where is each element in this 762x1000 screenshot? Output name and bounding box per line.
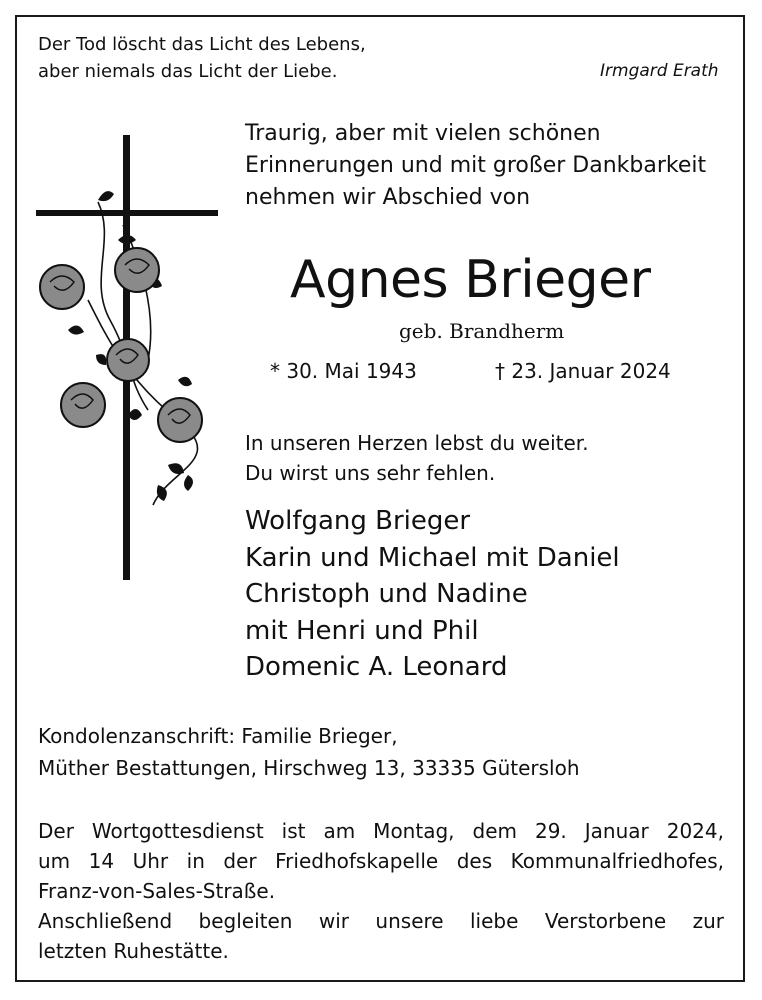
intro-line-1: Traurig, aber mit vielen schönen [245, 121, 601, 146]
service-line-4: Anschließend begleiten wir unsere liebe Verstorbene zur [38, 909, 724, 933]
condolence-line-2: Müther Bestattungen, Hirschweg 13, 33335 Gütersloh [38, 756, 580, 780]
death-date: † 23. Januar 2024 [495, 359, 671, 383]
family-member: Wolfgang Brieger [245, 506, 471, 536]
quote-line-1: Der Tod löscht das Licht des Lebens, [38, 34, 366, 55]
verse-text [245, 428, 589, 488]
deceased-name: Agnes Brieger [290, 250, 651, 310]
intro-line-2: Erinnerungen und mit großer Dankbarkeit [245, 153, 707, 178]
condolence-address [38, 720, 580, 784]
cross-with-roses-icon [28, 130, 228, 590]
family-member: mit Henri und Phil [245, 615, 479, 646]
intro-line-3: nehmen wir Abschied von [245, 185, 531, 210]
service-line-5: letzten Ruhestätte. [38, 939, 229, 963]
service-line-1: Der Wortgottesdienst ist am Montag, dem 29. Januar 2024, [38, 819, 724, 843]
service-info [38, 816, 724, 966]
service-line-2: um 14 Uhr in der Friedhofskapelle des Kommunalfriedhofes, [38, 849, 724, 873]
condolence-line-1: Kondolenzanschrift: Familie Brieger, [38, 724, 398, 748]
maiden-name: geb. Brandherm [399, 319, 565, 343]
intro-text [245, 118, 706, 214]
family-member: Karin und Michael mit Daniel [245, 542, 620, 573]
family-list [245, 503, 620, 686]
family-member: Domenic A. Leonard [245, 652, 508, 682]
quote-author: Irmgard Erath [600, 61, 719, 81]
family-member: Christoph und Nadine [245, 579, 528, 609]
service-line-3: Franz-von-Sales-Straße. [38, 879, 276, 903]
verse-line-1: In unseren Herzen lebst du weiter. [245, 431, 589, 455]
quote-line-2: aber niemals das Licht der Liebe. [38, 61, 338, 82]
birth-date: * 30. Mai 1943 [270, 359, 417, 383]
verse-line-2: Du wirst uns sehr fehlen. [245, 461, 496, 485]
quote-text [38, 31, 366, 85]
